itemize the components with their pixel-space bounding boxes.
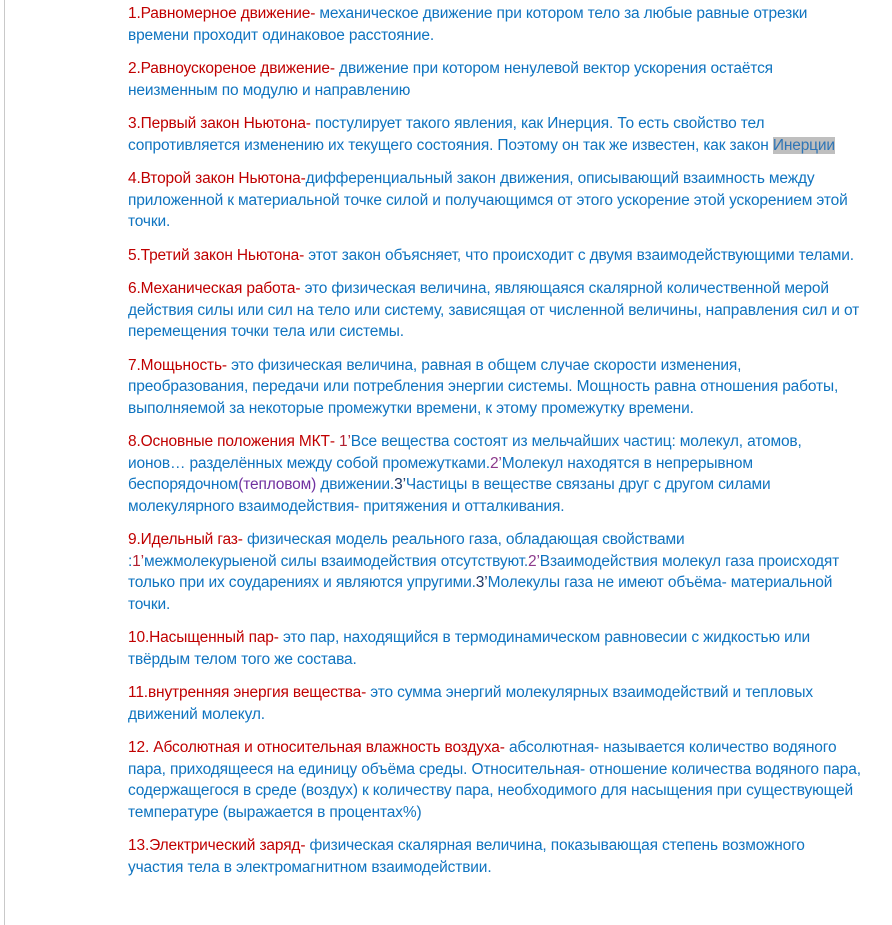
definition-text: движение при котором ненулевой вектор ускорения остаётся неизменным по модулю и направлению (128, 60, 773, 99)
definition-text: Частицы в веществе связаны друг с другом силами молекулярного взаимодействия- притяжения и отталкивания. (128, 476, 771, 515)
page-edge-line (4, 0, 5, 925)
term-label: 10.Насыщенный пар- (128, 629, 279, 646)
definition-item (128, 278, 862, 343)
definition-text: абсолютная- называется количество водяного пара, приходящееся на единицу объёма среды. Относительная- отношение количества водяного пара, содержащегося в среде (воздух) к количеству пара, необходимого для насыщения при существующей температуре (выражается в процентах%) (128, 739, 861, 821)
term-label: 11.внутренняя энергия вещества- (128, 684, 367, 701)
definition-text: это сумма энергий молекулярных взаимодействий и тепловых движений молекул. (128, 684, 813, 723)
highlighted-selected-text: Инерции (772, 136, 835, 154)
term-label: 4.Второй закон Ньютона- (128, 170, 306, 187)
term-label: 7.Мощьность- (128, 356, 227, 374)
definition-text: физическая модель реального газа, обладающая свойствами (242, 531, 685, 548)
definition-text: межмолекурыеной силы взаимодействия отсутствуют. (143, 552, 529, 570)
definition-item (128, 627, 862, 670)
definition-item (128, 835, 862, 878)
definition-item (128, 529, 862, 615)
list-marker: 3’ (394, 476, 406, 493)
definition-text: физическая скалярная величина, показывающая степень возможного участия тела в электромагнитном взаимодействии. (128, 837, 805, 876)
list-marker: 2’ (528, 552, 540, 570)
term-label: 9.Идельный газ- (128, 531, 243, 548)
definition-item (128, 431, 862, 517)
definition-item (128, 355, 862, 420)
term-label: 6.Механическая работа- (128, 280, 301, 297)
term-label: 8.Основные положения МКТ- (128, 433, 339, 450)
term-label: 2.Равноускореное движение- (128, 60, 335, 77)
definition-text: : (128, 552, 133, 570)
definition-item (128, 3, 862, 46)
term-label: 3.Первый закон Ньютона- (128, 115, 311, 132)
term-label: 5.Третий закон Ньютона- (128, 246, 305, 264)
list-marker: 1’ (339, 433, 351, 450)
definition-item (128, 113, 862, 156)
document-text-area[interactable] (128, 3, 862, 890)
definition-text: этот закон объясняет, что происходит с двумя взаимодействующими телами. (304, 246, 854, 264)
definition-text: дифференциальный закон движения, описывающий взаимность между приложенной к материальной точке силой и получающимся от этого ускорение этой ускорением этой точки. (128, 170, 848, 230)
definition-item (128, 737, 862, 823)
list-marker: 3’ (475, 574, 488, 591)
definition-item (128, 245, 862, 267)
definition-text: Молекулы газа не имеют объёма- материальной точки. (128, 574, 833, 613)
definition-item (128, 168, 862, 233)
term-label: 12. Абсолютная и относительная влажность воздуха- (128, 739, 505, 756)
list-marker: 1’ (132, 552, 144, 570)
term-label: 1.Равномерное движение- (128, 5, 316, 22)
definition-text: Молекул находятся в непрерывном беспорядочном (128, 454, 753, 493)
term-label: 13.Электрический заряд- (128, 837, 306, 854)
emphasized-text: (тепловом) (238, 476, 317, 493)
definition-text: постулирует такого явления, как Инерция. То есть свойство тел сопротивляется изменению их текущего состояния. Поэтому он так же известен, как закон (128, 115, 773, 154)
definition-text: это физическая величина, равная в общем случае скорости изменения, преобразования, передачи или потребления энергии системы. Мощность равна отношения работы, выполняемой за некоторые промежутки времени, к этому промежутку времени. (128, 356, 839, 417)
list-marker: 2’ (489, 454, 502, 472)
definition-text: Все вещества состоят из мельчайших частиц: молекул, атомов, ионов… разделённых между собой промежутками. (128, 433, 802, 472)
definition-text: это физическая величина, являющаяся скалярной количественной мерой действия силы или сил на тело или систему, зависящая от численной величины, направления сил и от перемещения точки тела или системы. (128, 280, 860, 340)
definition-item (128, 682, 862, 725)
definition-text: движении. (316, 476, 395, 493)
definition-text: механическое движение при котором тело за любые равные отрезки времени проходит одинаковое расстояние. (128, 5, 808, 44)
definition-text: Взаимодействия молекул газа происходят только при их соударениях и являются упругими. (128, 552, 840, 591)
definition-item (128, 58, 862, 101)
definition-text: это пар, находящийся в термодинамическом равновесии с жидкостью или твёрдым телом того же состава. (128, 629, 810, 668)
